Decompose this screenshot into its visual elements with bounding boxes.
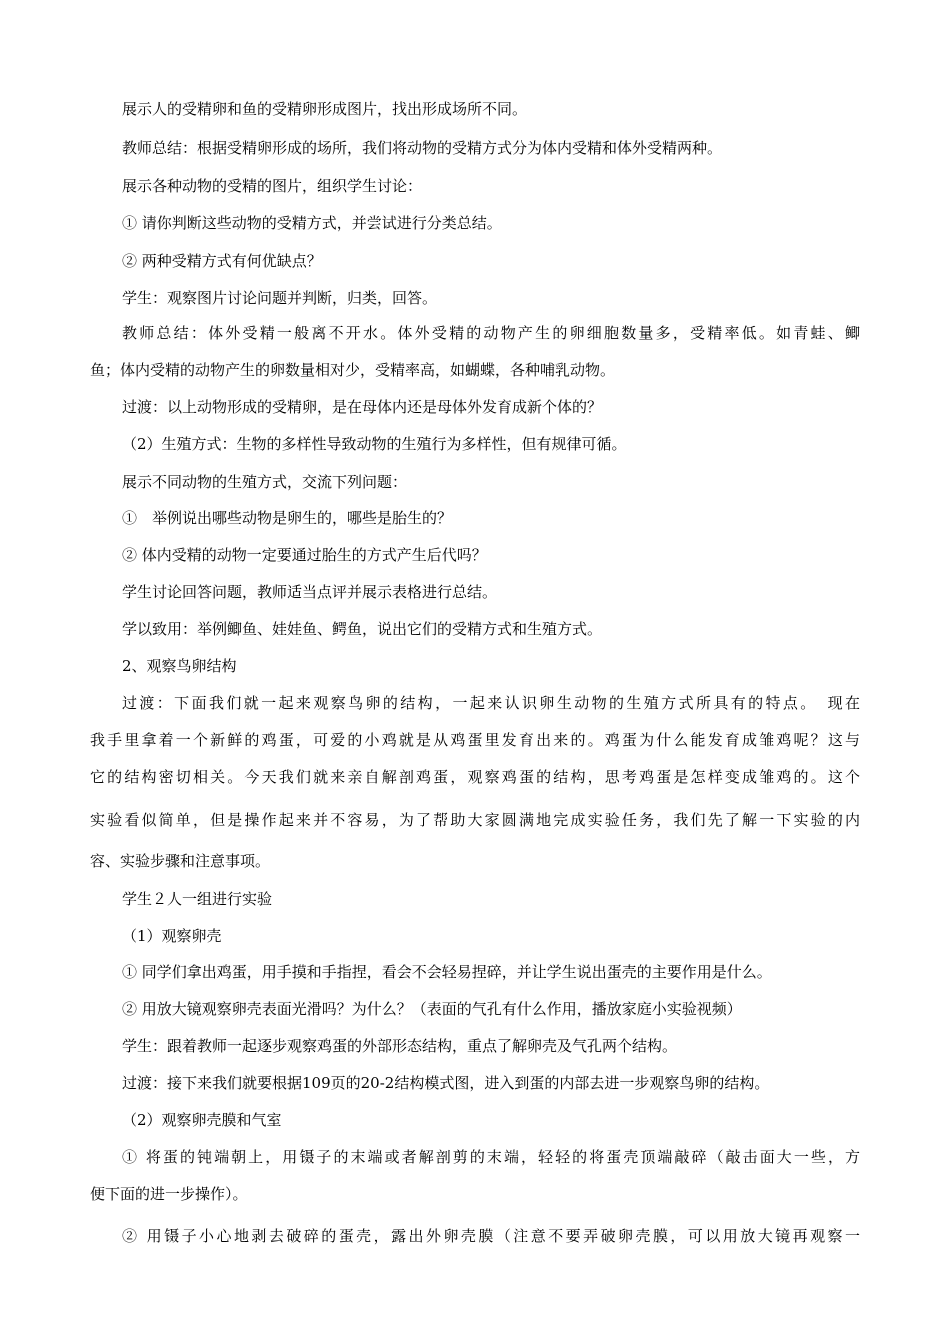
paragraph-line: 展示各种动物的受精的图片，组织学生讨论： bbox=[122, 177, 423, 195]
list-item: ① 将蛋的钝端朝上，用镊子的末端或者解剖剪的末端，轻轻的将蛋壳顶端敲碎（敲击面大一些，方 bbox=[122, 1148, 860, 1166]
paragraph-line: 展示不同动物的生殖方式，交流下列问题： bbox=[122, 473, 408, 491]
section-heading: （2）观察卵壳膜和气室 bbox=[122, 1111, 282, 1129]
paragraph-line: 过渡：接下来我们就要根据109页的20-2结构模式图，进入到蛋的内部去进一步观察鸟卵的结构。 bbox=[122, 1074, 770, 1092]
list-item: ② 体内受精的动物一定要通过胎生的方式产生后代吗？ bbox=[122, 546, 487, 564]
paragraph-line: 学生讨论回答问题，教师适当点评并展示表格进行总结。 bbox=[122, 583, 498, 601]
paragraph-line: 学生：跟着教师一起逐步观察鸡蛋的外部形态结构，重点了解卵壳及气孔两个结构。 bbox=[122, 1037, 678, 1055]
section-heading: 2、观察鸟卵结构 bbox=[122, 657, 237, 675]
paragraph-line: 学生２人一组进行实验 bbox=[122, 890, 273, 908]
paragraph-line: 鱼；体内受精的动物产生的卵数量相对少，受精率高，如蝴蝶，各种哺乳动物。 bbox=[90, 361, 616, 379]
list-item: ① 同学们拿出鸡蛋，用手摸和手指捏，看会不会轻易捏碎，并让学生说出蛋壳的主要作用是什么。 bbox=[122, 963, 772, 981]
paragraph-line: 过渡：下面我们就一起来观察鸟卵的结构，一起来认识卵生动物的生殖方式所具有的特点。 现在 bbox=[122, 694, 860, 712]
list-item: ② 两种受精方式有何优缺点？ bbox=[122, 252, 322, 270]
list-item: ② 用镊子小心地剥去破碎的蛋壳，露出外卵壳膜（注意不要弄破卵壳膜，可以用放大镜再观察一 bbox=[122, 1227, 860, 1245]
list-item: ① 请你判断这些动物的受精方式，并尝试进行分类总结。 bbox=[122, 214, 502, 232]
list-item: ② 用放大镜观察卵壳表面光滑吗？为什么？（表面的气孔有什么作用，播放家庭小实验视频） bbox=[122, 1000, 742, 1018]
section-heading: （2）生殖方式：生物的多样性导致动物的生殖行为多样性，但有规律可循。 bbox=[122, 435, 627, 453]
paragraph-line: 学生：观察图片讨论问题并判断，归类，回答。 bbox=[122, 289, 438, 307]
paragraph-line: 容、实验步骤和注意事项。 bbox=[90, 852, 271, 870]
paragraph-line: 过渡：以上动物形成的受精卵，是在母体内还是母体外发育成新个体的？ bbox=[122, 398, 603, 416]
paragraph-line: 它的结构密切相关。今天我们就来亲自解剖鸡蛋，观察鸡蛋的结构，思考鸡蛋是怎样变成雏鸡的。这个 bbox=[90, 768, 860, 786]
section-heading: （1）观察卵壳 bbox=[122, 927, 222, 945]
list-item: ① 举例说出哪些动物是卵生的，哪些是胎生的？ bbox=[122, 509, 453, 527]
list-item: 便下面的进一步操作）。 bbox=[90, 1185, 248, 1203]
paragraph-line: 展示人的受精卵和鱼的受精卵形成图片，找出形成场所不同。 bbox=[122, 100, 528, 118]
paragraph-line: 教师总结：体外受精一般离不开水。体外受精的动物产生的卵细胞数量多，受精率低。如青蛙、鲫 bbox=[122, 324, 860, 342]
paragraph-line: 教师总结：根据受精卵形成的场所，我们将动物的受精方式分为体内受精和体外受精两种。 bbox=[122, 139, 723, 157]
paragraph-line: 学以致用：举例鲫鱼、娃娃鱼、鳄鱼，说出它们的受精方式和生殖方式。 bbox=[122, 620, 603, 638]
paragraph-line: 实验看似简单，但是操作起来并不容易，为了帮助大家圆满地完成实验任务，我们先了解一下实验的内 bbox=[90, 811, 860, 829]
paragraph-line: 我手里拿着一个新鲜的鸡蛋，可爱的小鸡就是从鸡蛋里发育出来的。鸡蛋为什么能发育成雏鸡呢？这与 bbox=[90, 731, 860, 749]
